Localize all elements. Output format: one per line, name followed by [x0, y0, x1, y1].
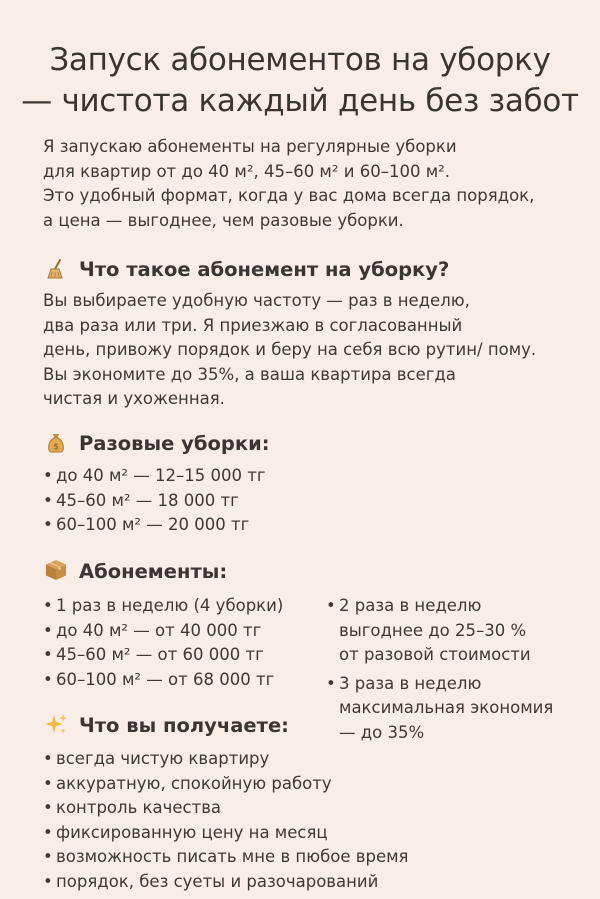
list-item: • 60–100 м² — 20 000 тг	[43, 513, 266, 538]
list-item: • контроль качества	[43, 796, 408, 821]
single-prices-list	[43, 464, 266, 538]
intro-paragraph	[43, 135, 588, 233]
subs-option-title: • 3 раза в неделю	[339, 673, 482, 693]
section-heading-subs	[43, 558, 227, 585]
list-item: • аккуратную, спокойную работу	[43, 772, 408, 797]
section-heading-what	[43, 257, 449, 283]
list-item	[326, 594, 553, 668]
list-item: • всегда чистую квартиру	[43, 747, 408, 772]
subs-option-line: максимальная экономия	[339, 698, 554, 717]
list-item: • порядок, без суеты и разочарований	[43, 870, 408, 895]
subs-left-list	[43, 594, 283, 692]
section-heading-single	[43, 431, 270, 457]
list-item: • фиксированную цену на месяц	[43, 821, 408, 846]
package-icon	[43, 558, 69, 585]
page-title	[0, 40, 600, 122]
title-line-2: — чистота каждый день без забот	[21, 83, 579, 119]
subs-option-title: • 2 раза в неделю	[339, 596, 482, 615]
what-paragraph	[43, 289, 536, 412]
intro-line: а цена — выгоднее, чем разовые уборки.	[43, 210, 404, 230]
list-item: • 45–60 м² — 18 000 тг	[43, 489, 266, 514]
intro-line: для квартир от до 40 м², 45–60 м² и 60–100 м².	[43, 161, 450, 181]
what-line: Вы выбираете удобную частоту — раз в неделю,	[43, 291, 470, 310]
list-item	[326, 672, 553, 746]
subs-option-line: — до 35%	[339, 722, 425, 742]
list-item: • до 40 м² — от 40 000 тг	[43, 619, 283, 644]
section-heading-text: Что вы получаете:	[79, 714, 289, 737]
money-bag-icon	[43, 431, 69, 457]
broom-icon	[43, 257, 69, 283]
section-heading-text: Абонементы:	[79, 560, 228, 583]
subs-option-line: выгоднее до 25–30 %	[339, 620, 527, 640]
subs-right-list	[326, 594, 553, 745]
section-heading-benefits	[43, 712, 289, 739]
section-heading-text: Разовые уборки:	[79, 432, 270, 455]
what-line: чистая и ухоженная.	[43, 389, 225, 408]
title-line-1: Запуск абонементов на уборку	[49, 42, 551, 78]
list-item: • 1 раз в неделю (4 уборки)	[43, 594, 283, 619]
intro-line: Это удобный формат, когда у вас дома всегда порядок,	[43, 186, 535, 205]
list-item: • 45–60 м² — от 60 000 тг	[43, 643, 283, 668]
svg-text:$: $	[53, 442, 59, 451]
intro-line: Я запускаю абонементы на регулярные уборки	[43, 137, 457, 156]
subs-option-line: от разовой стоимости	[339, 645, 531, 664]
benefits-list	[43, 747, 408, 894]
list-item: • возможность писать мне в пюбое время	[43, 845, 408, 870]
what-line: два раза или три. Я приезжаю в согласованный	[43, 315, 463, 335]
section-heading-text: Что такое абонемент на уборку?	[79, 258, 450, 281]
list-item: • до 40 м² — 12–15 000 тг	[43, 464, 266, 489]
what-line: день, привожу порядок и беру на себя всю рутин/ пому.	[43, 340, 537, 359]
sparkles-icon	[43, 712, 69, 739]
list-item: • 60–100 м² — от 68 000 тг	[43, 668, 283, 693]
what-line: Вы экономите до 35%, а ваша квартира всегда	[43, 364, 456, 384]
